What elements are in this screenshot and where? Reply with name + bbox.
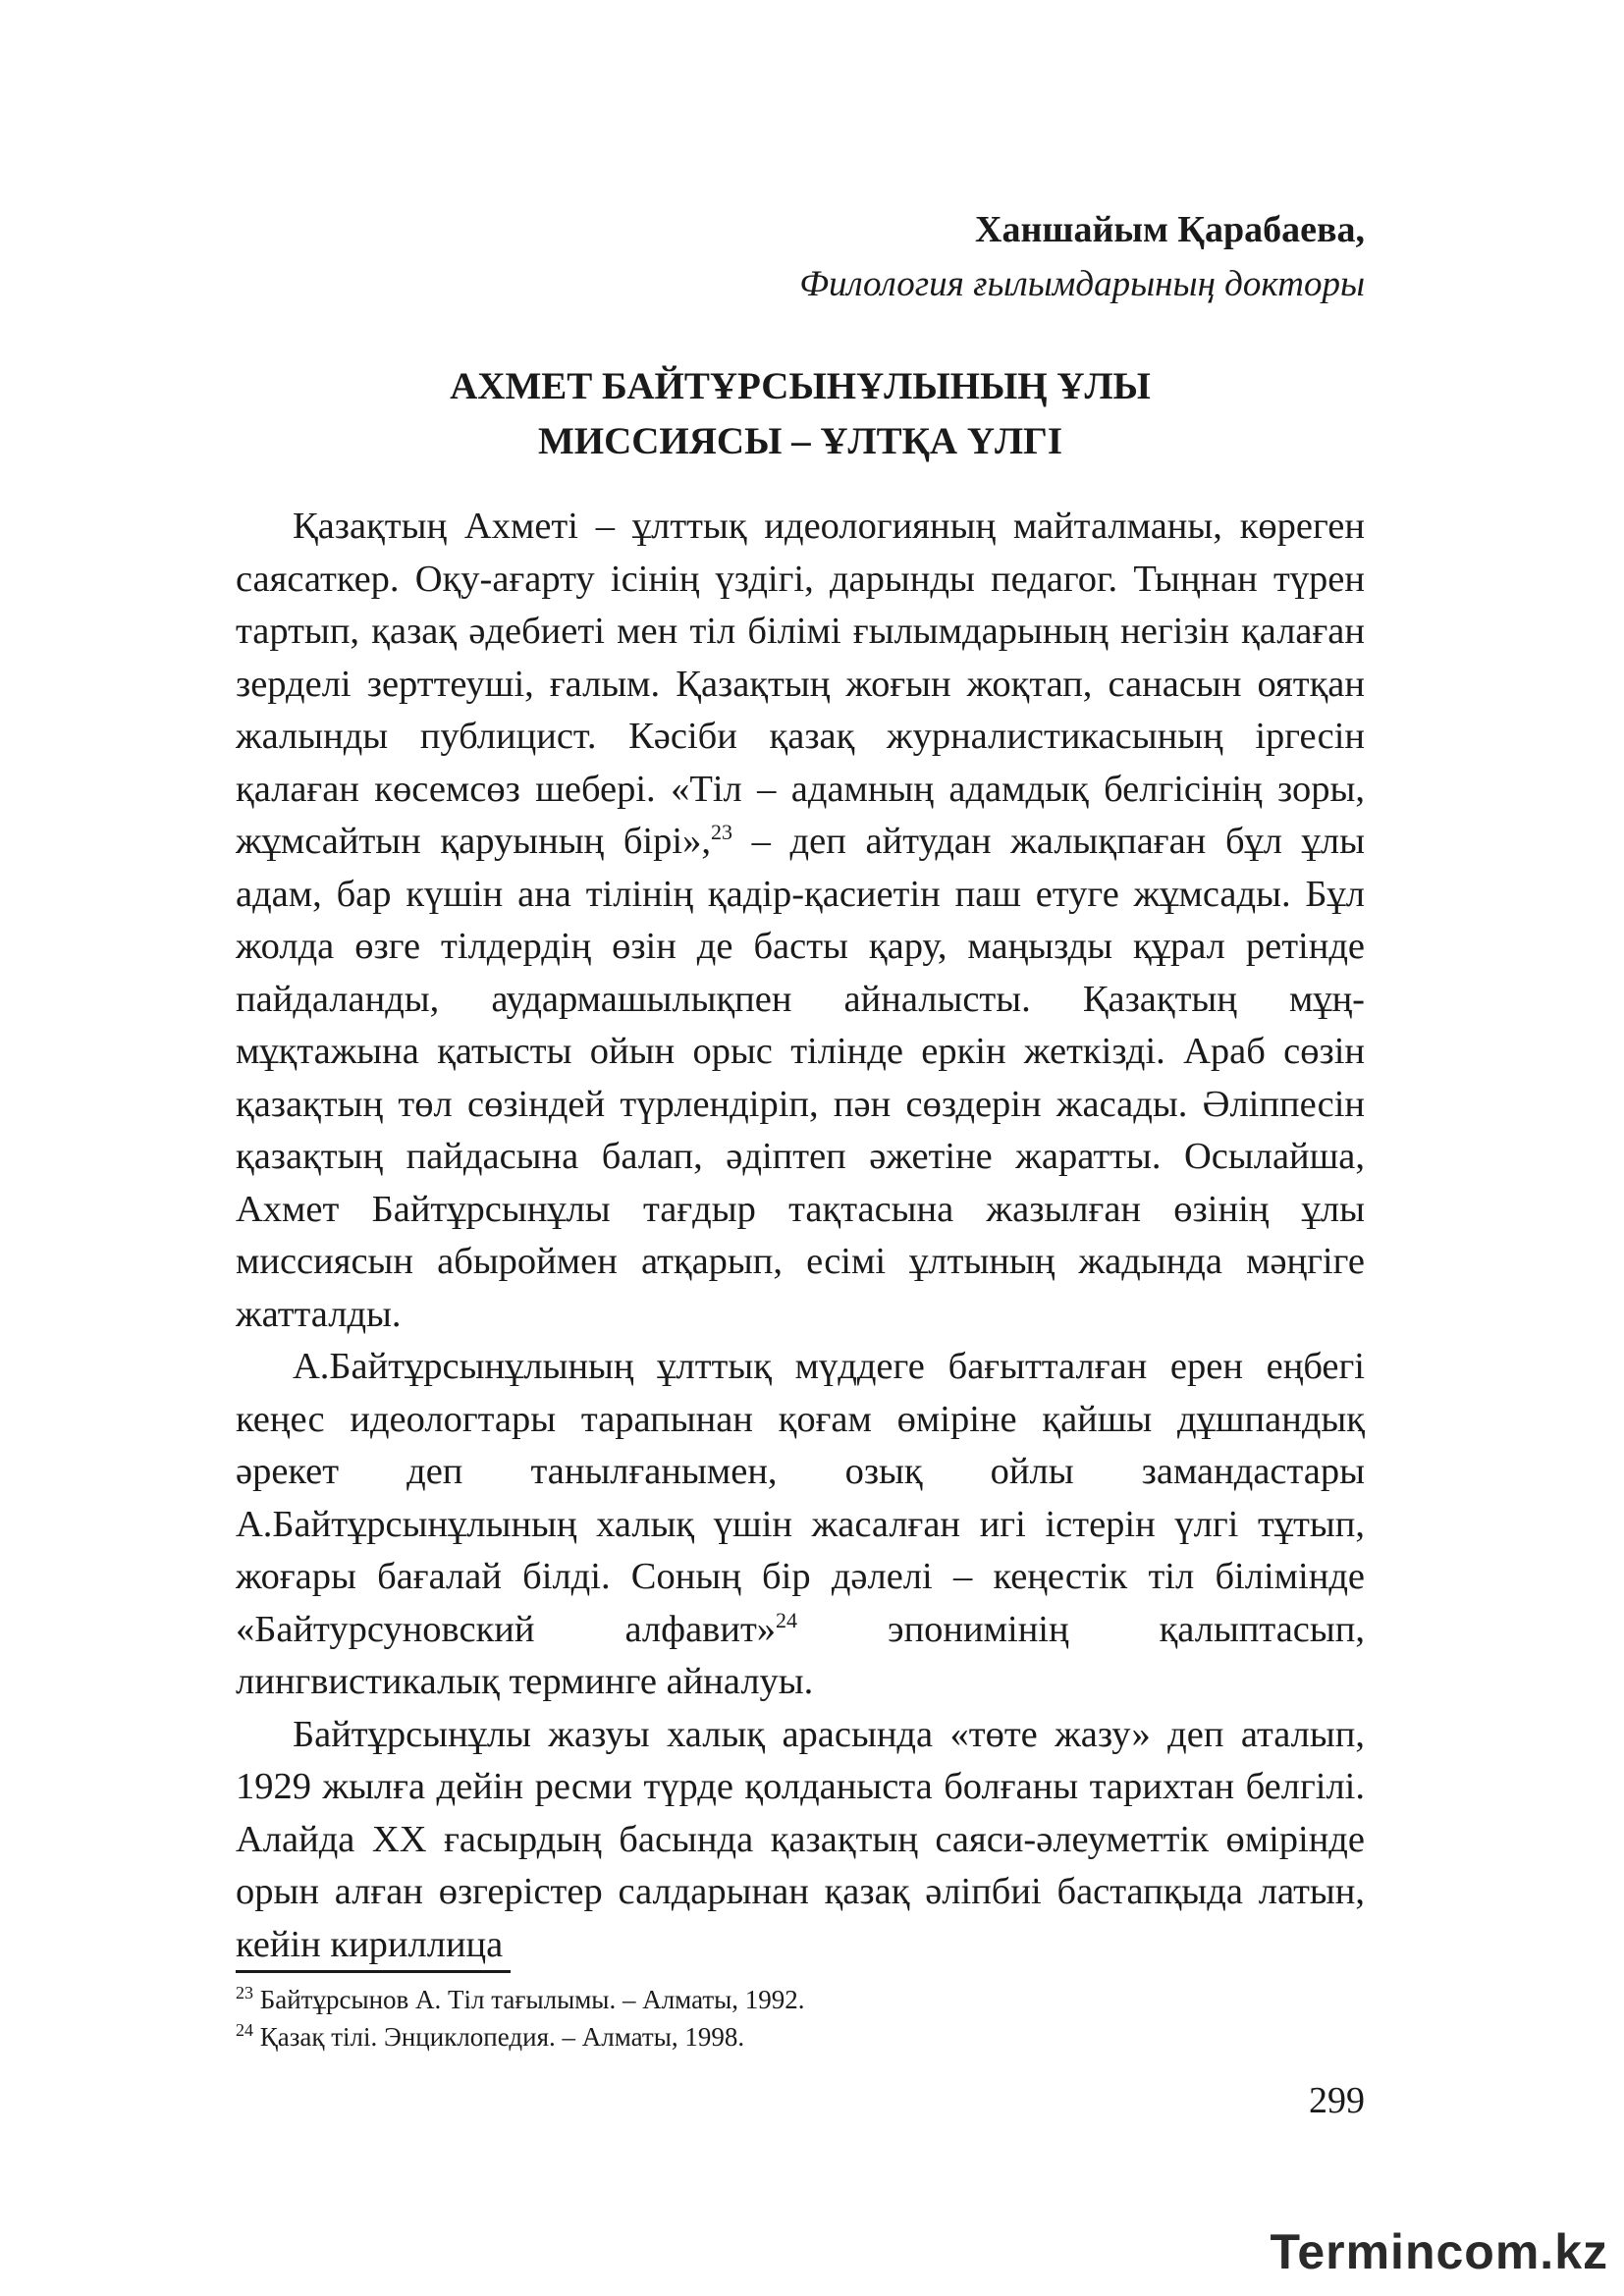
article-title xyxy=(236,359,1365,469)
article-title-line-1: АХМЕТ БАЙТҰРСЫНҰЛЫНЫҢ ҰЛЫ xyxy=(450,365,1151,407)
footnote-ref-23: 23 xyxy=(710,820,732,845)
footnote-divider xyxy=(236,1970,511,1973)
footnote-number: 24 xyxy=(236,2020,253,2040)
author-name: Ханшайым Қарабаева, xyxy=(975,209,1365,250)
footnote-ref-24: 24 xyxy=(776,1607,798,1632)
paragraph-1-text-b: – деп айтудан жалықпаған бұл ұлы адам, бар күшін ана тілінің қадір-қасиетін паш етуге жұмсады. Бұл жолда өзге тілдердің өзін де басты қару, маңызды құрал ретінде пайдаланды, аудармашылықпен айналысты. Қазақтың мұң-мұқтажына қатысты ойын орыс тілінде еркін жеткізді. Араб сөзін қазақтың төл сөзіндей түрлендіріп, пән сөздерін жасады. Әліппесін қазақтың пайдасына балап, әдіптеп әжетіне жаратты. Осылайша, Ахмет Байтұрсынұлы тағдыр тақтасына жазылған өзінің ұлы миссиясын абыроймен атқарып, есімі ұлтының жадында мәңгіге жатталды. xyxy=(236,821,1366,1335)
paragraph-1 xyxy=(236,501,1365,1341)
footnote-number: 23 xyxy=(236,1983,253,2002)
watermark-logo: Termincom.kz xyxy=(1270,2224,1608,2279)
footnote-24 xyxy=(236,2018,1365,2056)
paragraph-2-text-b: эпонимінің қалыптасып, лингвистикалық терминге айналуы. xyxy=(236,1608,1365,1702)
footnotes xyxy=(236,1981,1365,2056)
author-title: Филология ғылымдарының докторы xyxy=(799,264,1365,304)
article-body xyxy=(236,501,1365,1971)
paragraph-1-text-a: Қазақтың Ахметі – ұлттық идеологияның майталманы, көреген саясаткер. Оқу-ағарту ісінің үздігі, дарынды педагог. Тыңнан түрен тартып, қазақ әдебиеті мен тіл білімі ғылымдарының негізін қалаған зерделі зерттеуші, ғалым. Қазақтың жоғын жоқтап, санасын оятқан жалынды публицист. Кәсіби қазақ журналистикасының іргесін қалаған көсемсөз шебері. «Тіл – адамның адамдық белгісінің зоры, жұмсайтын қаруының бірі», xyxy=(236,506,1365,862)
paragraph-2-text-a: А.Байтұрсынұлының ұлттық мүддеге бағытталған ерен еңбегі кеңес идеологтары тарапынан қоғам өміріне қайшы дұшпандық әрекет деп танылғанымен, озық ойлы замандастары А.Байтұрсынұлының халық үшін жасалған игі істерін үлгі тұтып, жоғары бағалай білді. Соның бір дәлелі – кеңестік тіл білімінде «Байтурсуновский алфавит» xyxy=(236,1346,1365,1650)
footnote-text: Қазақ тілі. Энциклопедия. – Алматы, 1998. xyxy=(253,2022,745,2052)
paragraph-3: Байтұрсынұлы жазуы халық арасында «төте жазу» деп аталып, 1929 жылға дейін ресми түрде қолданыста болғаны тарихтан белгілі. Алайда ХХ ғасырдың басында қазақтың саяси-әлеуметтік өмірінде орын алған өзгерістер салдарынан қазақ әліпбиі бастапқыда латын, кейін кириллица xyxy=(236,1713,1365,1965)
author-block xyxy=(799,202,1365,312)
paragraph-2 xyxy=(236,1341,1365,1709)
page-number: 299 xyxy=(1309,2080,1365,2121)
footnote-text: Байтұрсынов А. Тіл тағылымы. – Алматы, 1992. xyxy=(253,1985,805,2014)
footnote-23 xyxy=(236,1981,1365,2018)
article-title-line-2: МИССИЯСЫ – ҰЛТҚА ҮЛГІ xyxy=(537,420,1063,462)
